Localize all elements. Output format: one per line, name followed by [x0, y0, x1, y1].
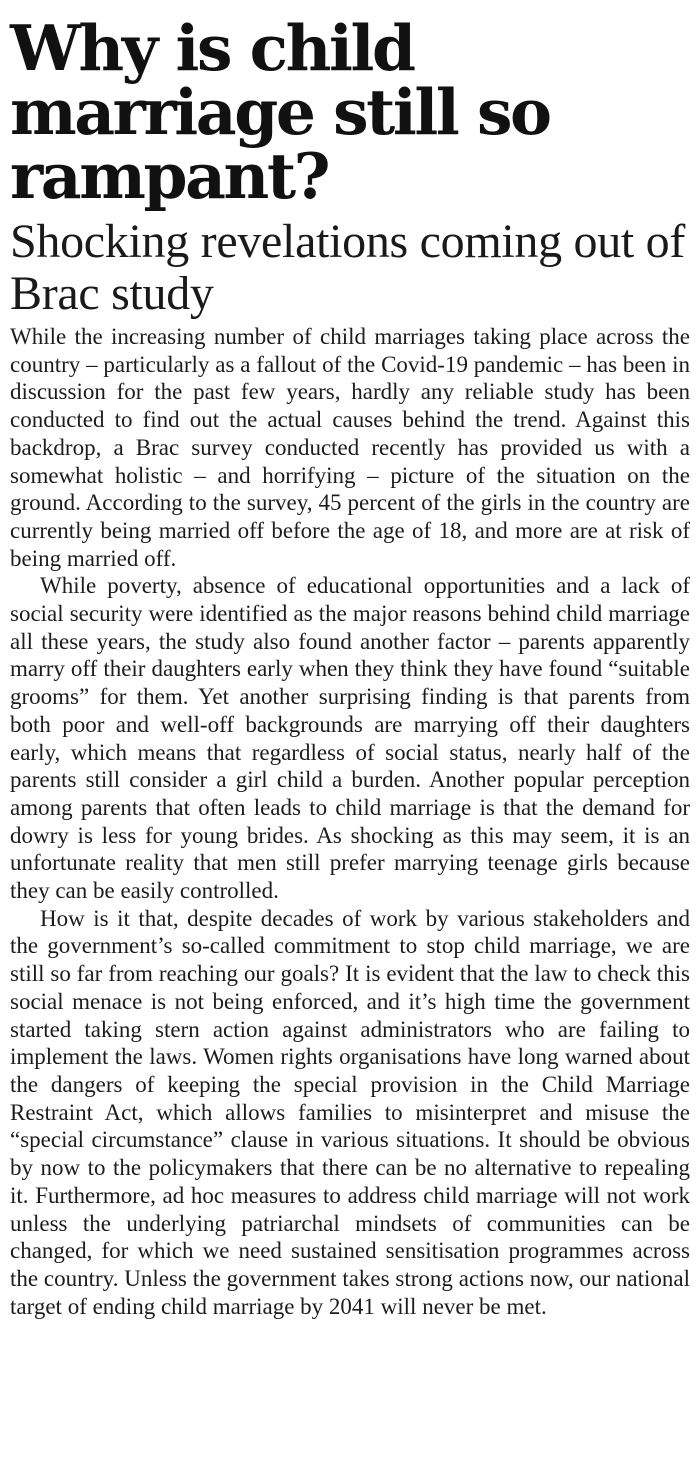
article-subheadline: Shocking revelations coming out of Brac study	[10, 215, 686, 320]
article-paragraph-1: While the increasing number of child marriages taking place across the country – particularly as a fallout of the Covid-19 pandemic – has been in discussion for the past few years, hardly any reliable study has been conducted to find out the actual causes behind the trend. Against this backdrop, a Brac survey conducted recently has provided us with a somewhat holistic – and horrifying – picture of the situation on the ground. According to the survey, 45 percent of the girls in the country are currently being married off before the age of 18, and more are at risk of being married off.	[10, 324, 690, 571]
article-paragraph-2: While poverty, absence of educational opportunities and a lack of social security were identified as the major reasons behind child marriage all these years, the study also found another factor – parents apparently marry off their daughters early when they think they have found “suitable grooms” for them. Yet another surprising finding is that parents from both poor and well-off backgrounds are marrying off their daughters early, which means that regardless of social status, nearly half of the parents still consider a girl child a burden. Another popular perception among parents that often leads to child marriage is that the demand for dowry is less for young brides. As shocking as this may seem, it is an unfortunate reality that men still prefer marrying teenage girls because they can be easily controlled.	[10, 573, 690, 904]
article-body	[10, 323, 690, 1320]
article-headline: Why is child marriage still so rampant?	[10, 11, 550, 213]
article-paragraph-3: How is it that, despite decades of work by various stakeholders and the government’s so-called commitment to stop child marriage, we are still so far from reaching our goals? It is evident that the law to check this social menace is not being enforced, and it’s high time the government started taking stern action against administrators who are failing to implement the laws. Women rights organisations have long warned about the dangers of keeping the special provision in the Child Marriage Restraint Act, which allows families to misinterpret and misuse the “special circumstance” clause in various situations. It should be obvious by now to the policymakers that there can be no alternative to repealing it. Furthermore, ad hoc measures to address child marriage will not work unless the underlying patriarchal mindsets of communities can be changed, for which we need sustained sensitisation programmes across the country. Unless the government takes strong actions now, our national target of ending child marriage by 2041 will never be met.	[10, 905, 690, 1319]
